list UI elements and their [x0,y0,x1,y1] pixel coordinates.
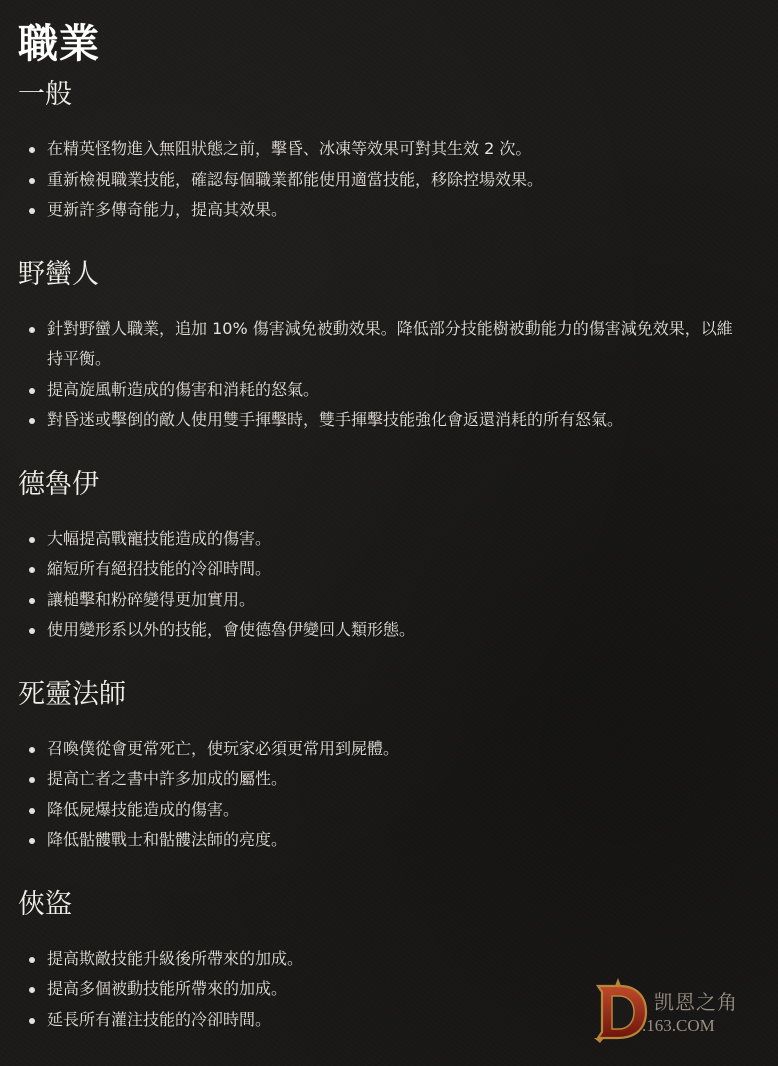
bullet-dot-icon [29,747,35,753]
list-item-text: 降低骷髏戰士和骷髏法師的亮度。 [47,830,288,849]
section-title: 俠盜 [18,888,72,920]
bullet-dot-icon [29,388,35,394]
list-item [18,195,760,226]
watermark-name: 凯恩之角 [654,990,738,1014]
section-title: 德魯伊 [18,468,99,500]
bullet-dot-icon [29,147,35,153]
bullet-dot-icon [29,628,35,634]
list-item [18,134,760,165]
bullet-list [18,134,760,226]
list-item-text: 召喚僕從會更常死亡，使玩家必須更常用到屍體。 [47,738,400,758]
bullet-dot-icon [29,537,35,543]
list-item [18,764,760,795]
list-item [18,615,760,646]
list-item-text: 降低屍爆技能造成的傷害。 [47,799,240,819]
list-item-text: 縮短所有絕招技能的冷卻時間。 [47,559,272,578]
article-content [18,0,760,1035]
bullet-dot-icon [29,418,35,424]
list-item [18,375,760,406]
list-item-text: 對昏迷或擊倒的敵人使用雙手揮擊時，雙手揮擊技能強化會返還消耗的所有怒氣。 [47,410,624,429]
watermark-domain: .163.COM [642,1016,715,1035]
section-druid [18,466,760,646]
bullet-dot-icon [29,777,35,783]
bullet-dot-icon [29,208,35,214]
list-item [18,585,760,616]
list-item [18,165,760,196]
section-general [18,76,760,226]
section-necromancer [18,676,760,856]
bullet-list [18,734,760,856]
bullet-dot-icon [29,838,35,844]
section-title: 一般 [18,79,72,110]
list-item-text: 提高旋風斬造成的傷害和消耗的怒氣。 [47,379,320,399]
list-item [18,524,760,555]
section-barbarian [18,256,760,436]
list-item [18,314,760,375]
list-item-text: 重新檢視職業技能，確認每個職業都能使用適當技能，移除控場效果。 [47,169,544,189]
bullet-dot-icon [29,178,35,184]
list-item-text: 讓槌擊和粉碎變得更加實用。 [47,589,256,609]
list-item-text: 提高亡者之書中許多加成的屬性。 [47,769,288,788]
page-title: 職業 [18,21,100,67]
section-title: 死靈法師 [18,678,126,710]
list-item-text: 大幅提高戰寵技能造成的傷害。 [47,528,272,548]
list-item-text: 使用變形系以外的技能，會使德魯伊變回人類形態。 [47,620,416,639]
list-item [18,554,760,585]
bullet-dot-icon [29,327,35,333]
bullet-dot-icon [29,987,35,993]
list-item-text: 更新許多傳奇能力，提高其效果。 [47,200,288,219]
list-item-text: 提高欺敵技能升級後所帶來的加成。 [47,948,304,968]
list-item [18,405,760,436]
bullet-list [18,524,760,646]
list-item [18,944,760,975]
bullet-dot-icon [29,957,35,963]
list-item-text: 在精英怪物進入無阻狀態之前，擊昏、冰凍等效果可對其生效 2 次。 [47,139,532,158]
list-item [18,795,760,826]
bullet-list [18,314,760,436]
list-item-text: 提高多個被動技能所帶來的加成。 [47,979,288,998]
section-title: 野蠻人 [18,258,99,290]
bullet-dot-icon [29,598,35,604]
bullet-dot-icon [29,1018,35,1024]
bullet-dot-icon [29,808,35,814]
list-item [18,825,760,856]
bullet-dot-icon [29,567,35,573]
list-item-text: 延長所有灌注技能的冷卻時間。 [47,1009,272,1029]
list-item-text: 針對野蠻人職業，追加 10% 傷害減免被動效果。降低部分技能樹被動能力的傷害減免效果，以維持平衡。 [47,318,733,368]
list-item [18,734,760,765]
site-watermark [590,976,770,1046]
d-logo-icon [590,976,650,1044]
